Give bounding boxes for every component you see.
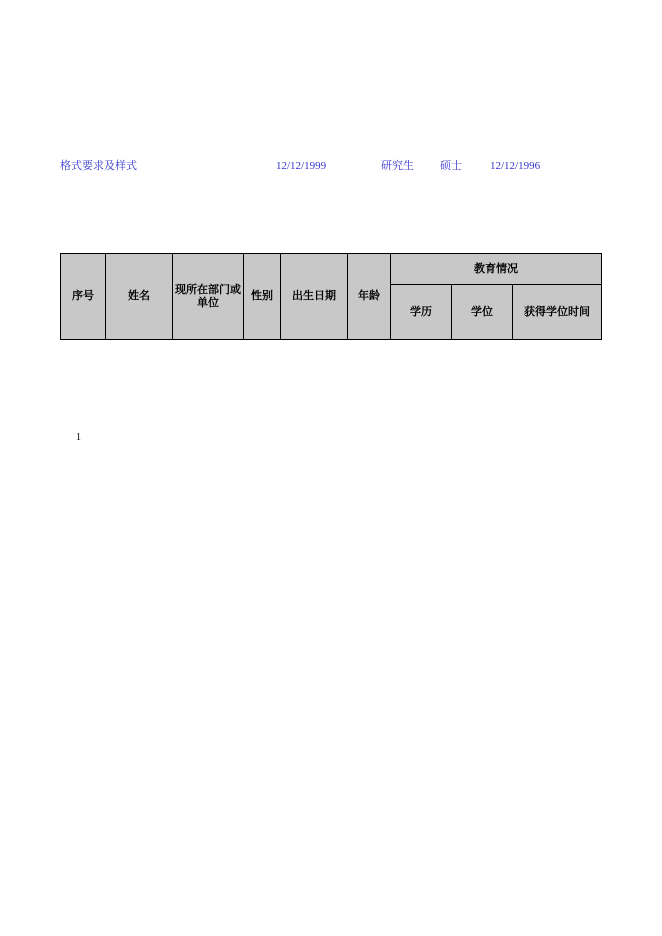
annotation-birth-date: 12/12/1999 [276,160,327,172]
column-header-department: 现所在部门或单位 [173,254,244,340]
page-number: 1 [76,432,81,443]
annotation-title: 格式要求及样式 [60,160,137,172]
column-header-sequence: 序号 [61,254,106,340]
annotation-degree: 硕士 [440,160,462,172]
column-header-name: 姓名 [106,254,173,340]
column-header-education-level: 学历 [391,285,452,340]
table-header-row-top [61,254,602,285]
annotation-row [0,158,662,174]
column-header-degree: 学位 [452,285,513,340]
column-header-gender: 性别 [244,254,281,340]
column-header-age: 年龄 [348,254,391,340]
column-group-header-education: 教育情况 [391,254,602,285]
personnel-table [60,253,602,340]
annotation-degree-date: 12/12/1996 [490,160,541,172]
column-header-degree-date: 获得学位时间 [513,285,602,340]
annotation-education: 研究生 [381,160,414,172]
column-header-birthdate: 出生日期 [281,254,348,340]
personnel-table-wrapper [60,253,602,340]
